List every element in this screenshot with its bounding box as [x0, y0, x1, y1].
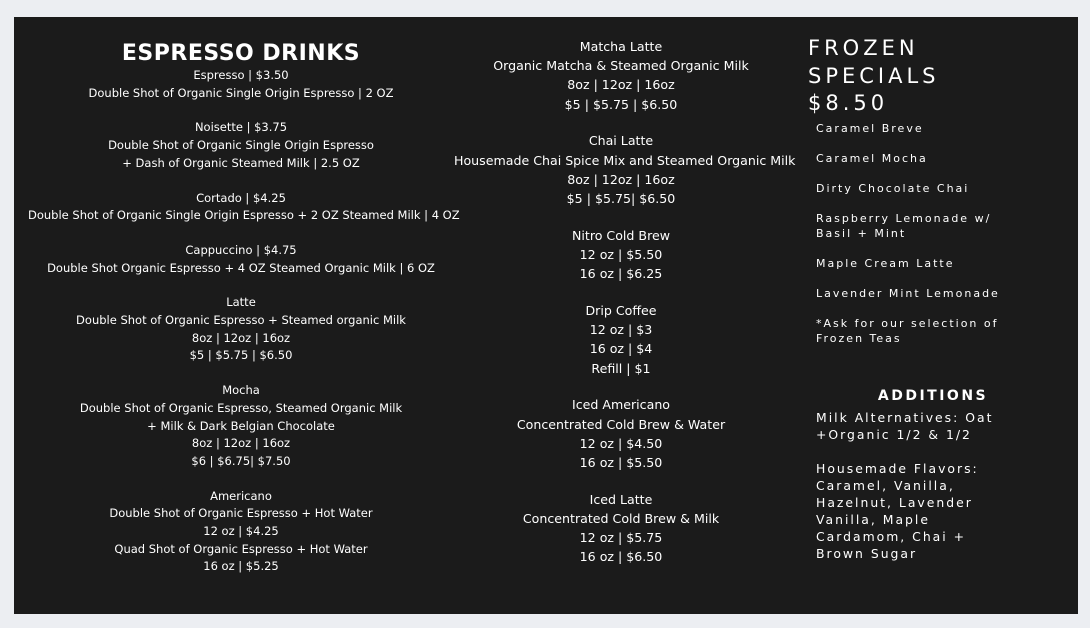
item-line: + Dash of Organic Steamed Milk | 2.5 OZ — [122, 155, 360, 170]
frozen-column — [808, 35, 1068, 579]
frozen-list — [808, 121, 1068, 346]
frozen-item-line: Dirty Chocolate Chai — [816, 181, 970, 195]
frozen-item-line: Maple Cream Latte — [816, 256, 955, 270]
frozen-item — [816, 181, 1068, 196]
menu-item-noisette — [28, 119, 454, 172]
additions-line: Milk Alternatives: Oat — [816, 409, 994, 425]
item-line: Double Shot of Organic Single Origin Espresso | 2 OZ — [88, 85, 394, 100]
item-line: Double Shot of Organic Espresso + Hot Water — [109, 506, 373, 521]
menu-item-latte — [28, 294, 454, 365]
item-line: Latte — [226, 295, 256, 310]
additions-line: Caramel, Vanilla, — [816, 477, 955, 493]
frozen-item-line: Raspberry Lemonade w/ — [816, 211, 992, 225]
frozen-note — [816, 316, 1068, 346]
item-line: $5 | $5.75 | $6.50 — [564, 96, 678, 112]
item-line: 16 oz | $6.50 — [579, 549, 663, 565]
item-line: Concentrated Cold Brew & Water — [516, 416, 726, 432]
item-line: Drip Coffee — [585, 303, 657, 319]
item-line: 8oz | 12oz | 16oz — [191, 330, 291, 345]
item-line: 8oz | 12oz | 16oz — [567, 77, 675, 93]
frozen-price: $8.50 — [808, 91, 889, 115]
item-line: + Milk & Dark Belgian Chocolate — [147, 418, 335, 433]
frozen-title-line: FROZEN — [808, 36, 919, 60]
item-line: 12 oz | $3 — [589, 322, 653, 338]
item-line: Double Shot of Organic Single Origin Espresso + 2 OZ Steamed Milk | 4 OZ — [28, 208, 460, 223]
item-line: 8oz | 12oz | 16oz — [567, 171, 675, 187]
frozen-item — [816, 151, 1068, 166]
item-line: Housemade Chai Spice Mix and Steamed Organic Milk — [454, 152, 796, 168]
menu-item-iced-latte — [454, 490, 788, 567]
additions-milk — [808, 409, 1068, 443]
frozen-item-line: Caramel Breve — [816, 121, 924, 135]
additions-line: Housemade Flavors: — [816, 460, 979, 476]
additions-line: Vanilla, Maple — [816, 511, 930, 527]
frozen-item-line: Lavender Mint Lemonade — [816, 286, 1000, 300]
item-line: $5 | $5.75| $6.50 — [566, 191, 676, 207]
item-line: Quad Shot of Organic Espresso + Hot Water — [114, 541, 368, 556]
menu-item-espresso — [28, 67, 454, 102]
item-line: Iced Latte — [589, 491, 653, 507]
item-line: Espresso | $3.50 — [193, 68, 289, 82]
item-line: Iced Americano — [571, 397, 671, 413]
frozen-item-line: Basil + Mint — [816, 226, 907, 240]
menu-item-americano — [28, 488, 454, 577]
item-line: Concentrated Cold Brew & Milk — [522, 511, 720, 527]
frozen-title-line: SPECIALS — [808, 63, 940, 88]
item-line: Cappuccino | $4.75 — [185, 242, 297, 257]
item-line: 16 oz | $6.25 — [579, 266, 663, 282]
item-line: Noisette | $3.75 — [194, 120, 288, 135]
menu-item-nitro-cold-brew — [454, 226, 788, 284]
frozen-item-line: Caramel Mocha — [816, 151, 928, 165]
item-line: Nitro Cold Brew — [571, 227, 671, 243]
frozen-item-line: Frozen Teas — [816, 331, 902, 345]
item-line: Double Shot of Organic Espresso + Steamed organic Milk — [76, 313, 406, 328]
menu-item-mocha — [28, 382, 454, 471]
menu-item-cappuccino — [28, 242, 454, 277]
frozen-item — [816, 121, 1068, 136]
item-line: Chai Latte — [588, 133, 654, 149]
espresso-column — [28, 41, 460, 593]
menu-item-drip-coffee — [454, 301, 788, 378]
item-line: 12 oz | $4.50 — [579, 435, 663, 451]
additions-flavors — [808, 460, 1068, 562]
item-line: Double Shot Organic Espresso + 4 OZ Steamed Organic Milk | 6 OZ — [47, 260, 435, 275]
item-line: Organic Matcha & Steamed Organic Milk — [493, 58, 749, 74]
additions-line: Brown Sugar — [816, 545, 918, 561]
additions-title: ADDITIONS — [877, 387, 989, 404]
frozen-title — [808, 35, 1068, 118]
menu-item-iced-americano — [454, 395, 788, 472]
item-line: Double Shot of Organic Espresso, Steamed Organic Milk — [79, 400, 403, 415]
item-line: Double Shot of Organic Single Origin Espresso — [108, 138, 374, 153]
item-line: 16 oz | $5.50 — [579, 455, 663, 471]
menu-board — [14, 17, 1078, 614]
menu-item-chai-latte — [454, 131, 796, 208]
additions-line: +Organic 1/2 & 1/2 — [816, 426, 972, 442]
item-line: 8oz | 12oz | 16oz — [191, 436, 291, 451]
frozen-item-line: *Ask for our selection of — [816, 316, 999, 330]
menu-item-cortado — [28, 190, 460, 225]
menu-item-matcha-latte — [454, 37, 788, 114]
item-line: 16 oz | $4 — [589, 341, 653, 357]
frozen-item — [816, 211, 1068, 241]
item-line: Refill | $1 — [591, 360, 651, 376]
item-line: Cortado | $4.25 — [196, 190, 286, 205]
item-line: Mocha — [222, 383, 260, 398]
item-line: $5 | $5.75 | $6.50 — [189, 348, 293, 363]
item-line: 12 oz | $5.50 — [579, 247, 663, 263]
additions-line: Hazelnut, Lavender — [816, 494, 973, 510]
additions-line: Cardamom, Chai + — [816, 528, 967, 544]
specialty-column — [454, 37, 796, 584]
espresso-title: ESPRESSO DRINKS — [121, 41, 361, 66]
item-line: $6 | $6.75| $7.50 — [191, 453, 291, 468]
item-line: Matcha Latte — [579, 39, 663, 54]
item-line: 12 oz | $5.75 — [579, 530, 663, 546]
item-line: Americano — [210, 488, 272, 503]
item-line: 12 oz | $4.25 — [203, 524, 279, 539]
item-line: 16 oz | $5.25 — [203, 559, 279, 574]
frozen-item — [816, 256, 1068, 271]
frozen-item — [816, 286, 1068, 301]
